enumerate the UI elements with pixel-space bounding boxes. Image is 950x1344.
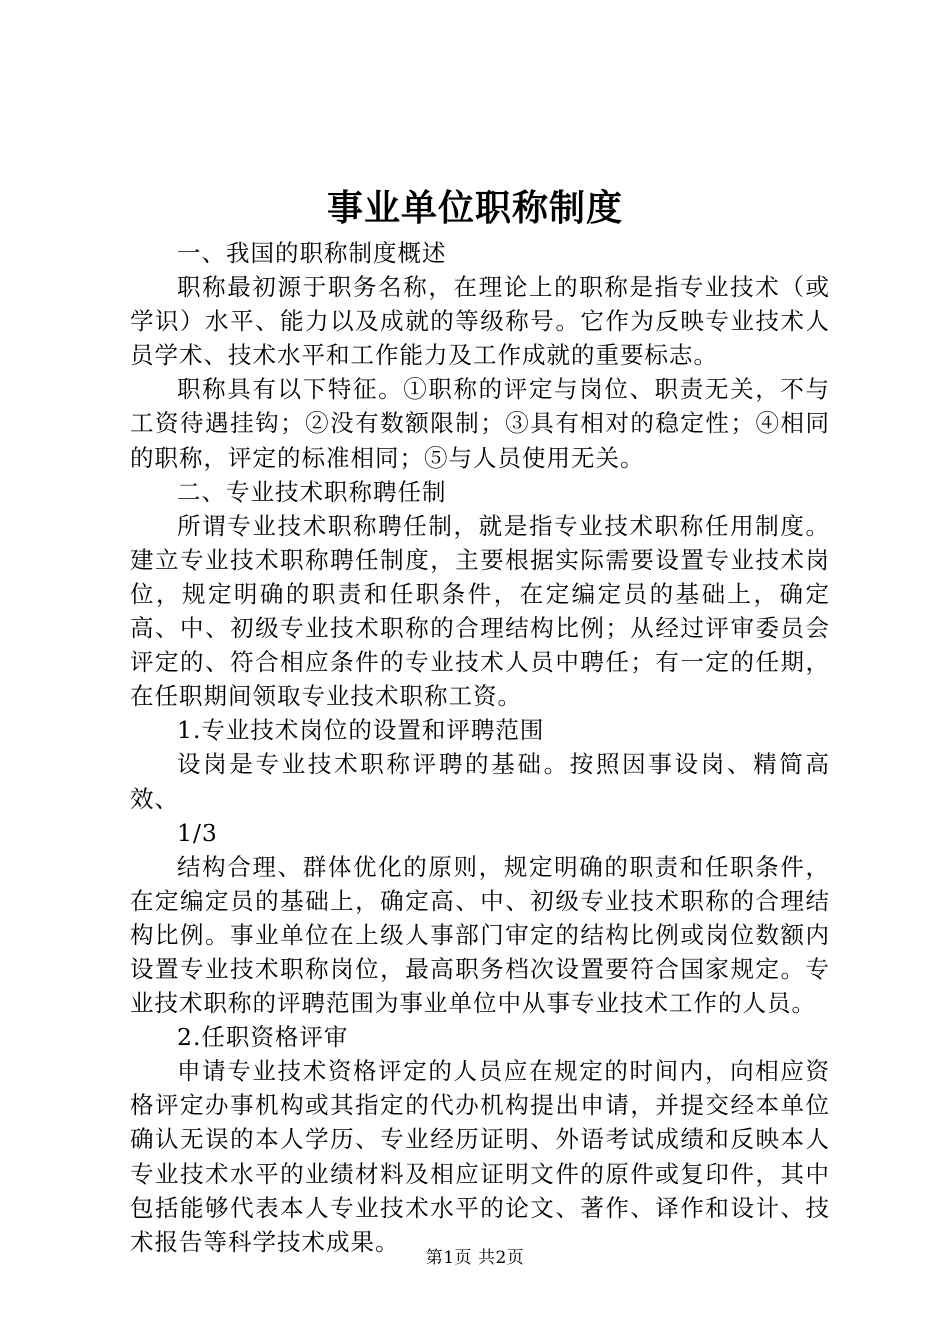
- document-body: [130, 236, 830, 1259]
- paragraph-post-setup: 设岗是专业技术职称评聘的基础。按照因事设岗、精简高效、: [130, 750, 830, 813]
- section-heading-overview: 一、我国的职称制度概述: [177, 239, 447, 267]
- subheading-qualification-review: 2.任职资格评审: [177, 1023, 349, 1052]
- page-footer: 第1页 共2页: [425, 1248, 525, 1268]
- document-title: 事业单位职称制度: [326, 187, 623, 229]
- section-heading-appointment: 二、专业技术职称聘任制: [177, 477, 447, 506]
- paragraph-appointment: 所谓专业技术职称聘任制，就是指专业技术职称任用制度。建立专业技术职称聘任制度，主要根据实际需要设置专业技术岗位，规定明确的职责和任职条件，在定编定员的基础上，确定高、中、初级专业技术职称的合理结构比例；从经过评审委员会评定的、符合相应条件的专业技术人员中聘任；有一定的任期，在任职期间领取专业技术职称工资。: [130, 511, 830, 711]
- paragraph-qualification-review: 申请专业技术资格评定的人员应在规定的时间内，向相应资格评定办事机构或其指定的代办机构提出申请，并提交经本单位确认无误的本人学历、专业经历证明、外语考试成绩和反映本人专业技术水平的业绩材料及相应证明文件的原件或复印件，其中包括能够代表本人专业技术水平的论文、著作、译作和设计、技术报告等科学技术成果。: [130, 1057, 830, 1256]
- page-marker: 1/3: [177, 818, 218, 847]
- subheading-post-setup: 1.专业技术岗位的设置和评聘范围: [177, 716, 545, 745]
- paragraph-structure: 结构合理、群体优化的原则，规定明确的职责和任职条件，在定编定员的基础上，确定高、中、初级专业技术职称的合理结构比例。事业单位在上级人事部门审定的结构比例或岗位数额内设置专业技术职称岗位，最高职务档次设置要符合国家规定。专业技术职称的评聘范围为事业单位中从事专业技术工作的人员。: [130, 852, 830, 1018]
- paragraph-definition: 职称最初源于职务名称，在理论上的职称是指专业技术（或学识）水平、能力以及成就的等级称号。它作为反映专业技术人员学术、技术水平和工作能力及工作成就的重要标志。: [130, 273, 830, 370]
- paragraph-features: 职称具有以下特征。①职称的评定与岗位、职责无关，不与工资待遇挂钩；②没有数额限制；③具有相对的稳定性；④相同的职称，评定的标准相同；⑤与人员使用无关。: [130, 375, 830, 472]
